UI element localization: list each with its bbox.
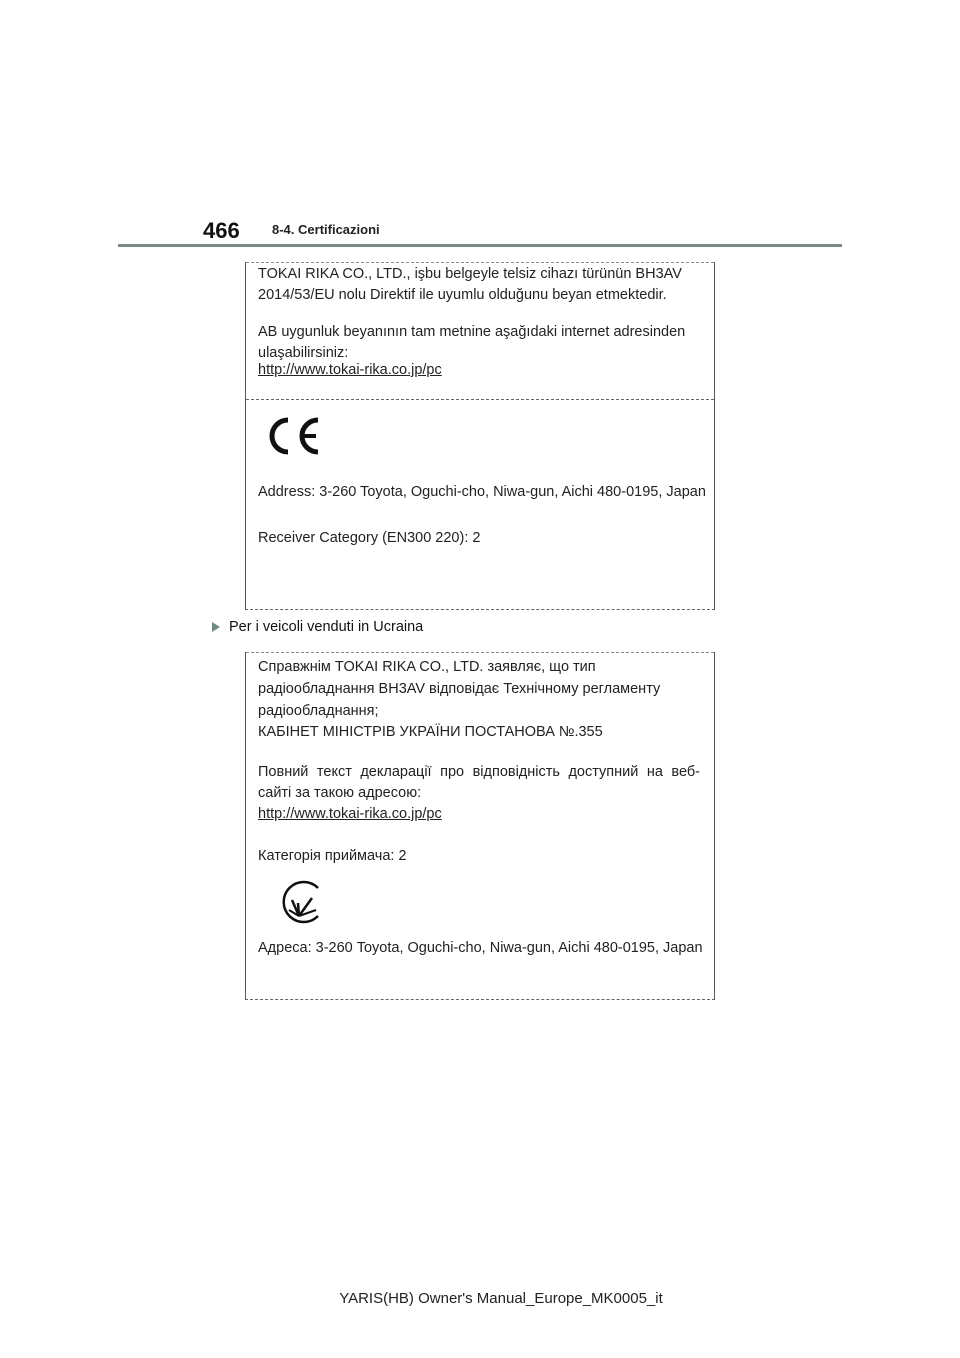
- turkey-eu-text: AB uygunluk beyanının tam metnine aşağıdaki internet adresinden ulaşabilirsiniz:: [258, 324, 686, 361]
- turkey-url-link[interactable]: http://www.tokai-rika.co.jp/pc: [258, 362, 442, 378]
- ukraine-regulation-text: КАБІНЕТ МІНІСТРІВ УКРАЇНИ ПОСТАНОВА №.355: [258, 724, 603, 740]
- page-number: 466: [203, 218, 240, 243]
- ukraine-full-text: Повний текст декларації про відповідність доступний на веб-сайті за такою адресою:: [258, 764, 700, 801]
- ukraine-declaration-text: Справжнім TOKAI RIKA CO., LTD. заявляє, що тип радіообладнання BH3AV відповідає Технічному регламенту радіообладнання;: [258, 659, 661, 719]
- ukraine-heading-label: Per i veicoli venduti in Ucraina: [229, 619, 424, 635]
- ukraine-certification-box: [245, 652, 715, 1000]
- ukraine-heading: [212, 619, 423, 635]
- turkey-declaration-text: TOKAI RIKA CO., LTD., işbu belgeyle telsiz cihazı türünün BH3AV 2014/53/EU nolu Direktif ile uyumlu olduğunu beyan etmektedir.: [258, 266, 682, 303]
- header-rule: [118, 244, 842, 247]
- section-title: 8-4. Certificazioni: [272, 222, 380, 237]
- ce-mark-icon: [262, 414, 324, 458]
- triangle-bullet-icon: [212, 622, 220, 632]
- turkey-receiver-category: Receiver Category (EN300 220): 2: [258, 530, 481, 546]
- turkey-certification-box: [245, 262, 715, 610]
- ua-conformity-mark-icon: [276, 876, 326, 928]
- footer-text: YARIS(HB) Owner's Manual_Europe_MK0005_it: [339, 1290, 663, 1307]
- ukraine-url-link[interactable]: http://www.tokai-rika.co.jp/pc: [258, 806, 442, 822]
- turkey-address-text: Address: 3-260 Toyota, Oguchi-cho, Niwa-gun, Aichi 480-0195, Japan: [258, 484, 706, 500]
- ukraine-address-text: Адреса: 3-260 Toyota, Oguchi-cho, Niwa-gun, Aichi 480-0195, Japan: [258, 940, 703, 956]
- ukraine-receiver-category: Категорія приймача: 2: [258, 848, 407, 864]
